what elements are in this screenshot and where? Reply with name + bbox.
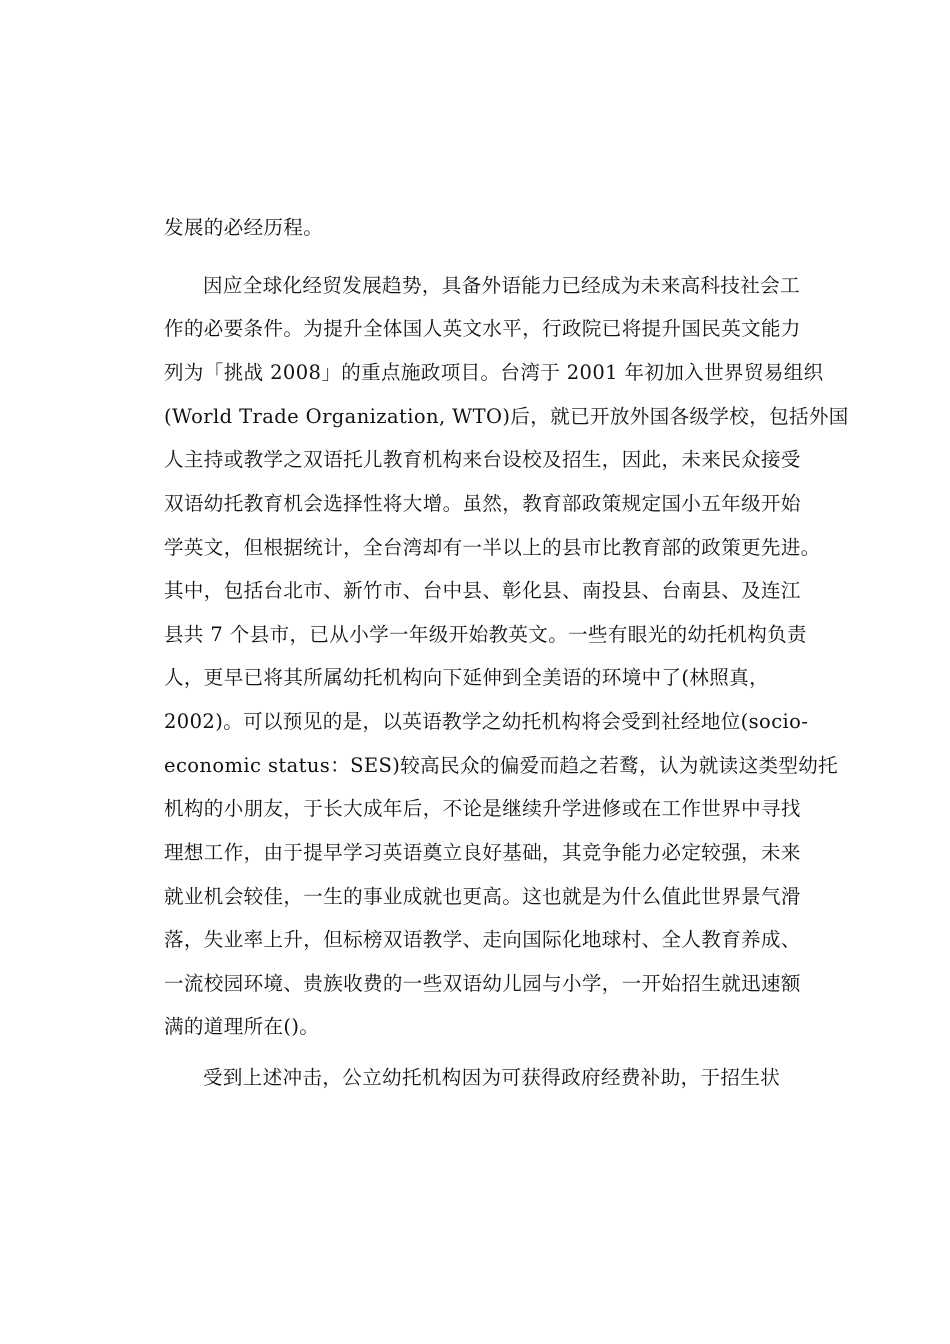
paragraph-first-line: 受到上述冲击，公立幼托机构因为可获得政府经费补助，于招生状 [203, 1066, 781, 1089]
text-line: economic status：SES)较高民众的偏爱而趋之若鹜，认为就读这类型幼托 [164, 754, 839, 777]
text-line: 列为「挑战 2008」的重点施政项目。台湾于 2001 年初加入世界贸易组织 [164, 361, 824, 384]
text-line: 满的道理所在()。 [164, 1015, 320, 1038]
text-line: 作的必要条件。为提升全体国人英文水平，行政院已将提升国民英文能力 [164, 317, 801, 340]
text-line: 人主持或教学之双语托儿教育机构来台设校及招生，因此，未来民众接受 [164, 448, 801, 471]
text-line: (World Trade Organization, WTO)后，就已开放外国各级学校，包括外国 [164, 405, 849, 428]
text-line: 发展的必经历程。 [164, 216, 324, 239]
text-line: 一流校园环境、贵族收费的一些双语幼儿园与小学，一开始招生就迅速额 [164, 972, 801, 995]
text-line: 其中，包括台北市、新竹市、台中县、彰化县、南投县、台南县、及连江 [164, 579, 801, 602]
text-line: 人，更早已将其所属幼托机构向下延伸到全美语的环境中了(林照真， [164, 666, 770, 689]
text-line: 学英文，但根据统计，全台湾却有一半以上的县市比教育部的政策更先进。 [164, 536, 821, 559]
text-line: 落，失业率上升，但标榜双语教学、走向国际化地球村、全人教育养成、 [164, 928, 801, 951]
text-line: 双语幼托教育机会选择性将大增。虽然，教育部政策规定国小五年级开始 [164, 492, 801, 515]
text-line: 2002)。可以预见的是，以英语教学之幼托机构将会受到社经地位(socio- [164, 710, 809, 733]
text-line: 机构的小朋友，于长大成年后，不论是继续升学进修或在工作世界中寻找 [164, 797, 801, 820]
paragraph-first-line: 因应全球化经贸发展趋势，具备外语能力已经成为未来高科技社会工 [203, 274, 801, 297]
text-line: 就业机会较佳，一生的事业成就也更高。这也就是为什么值此世界景气滑 [164, 885, 801, 908]
text-line: 县共 7 个县市，已从小学一年级开始教英文。一些有眼光的幼托机构负责 [164, 623, 807, 646]
text-line: 理想工作，由于提早学习英语奠立良好基础，其竞争能力必定较强，未来 [164, 841, 801, 864]
